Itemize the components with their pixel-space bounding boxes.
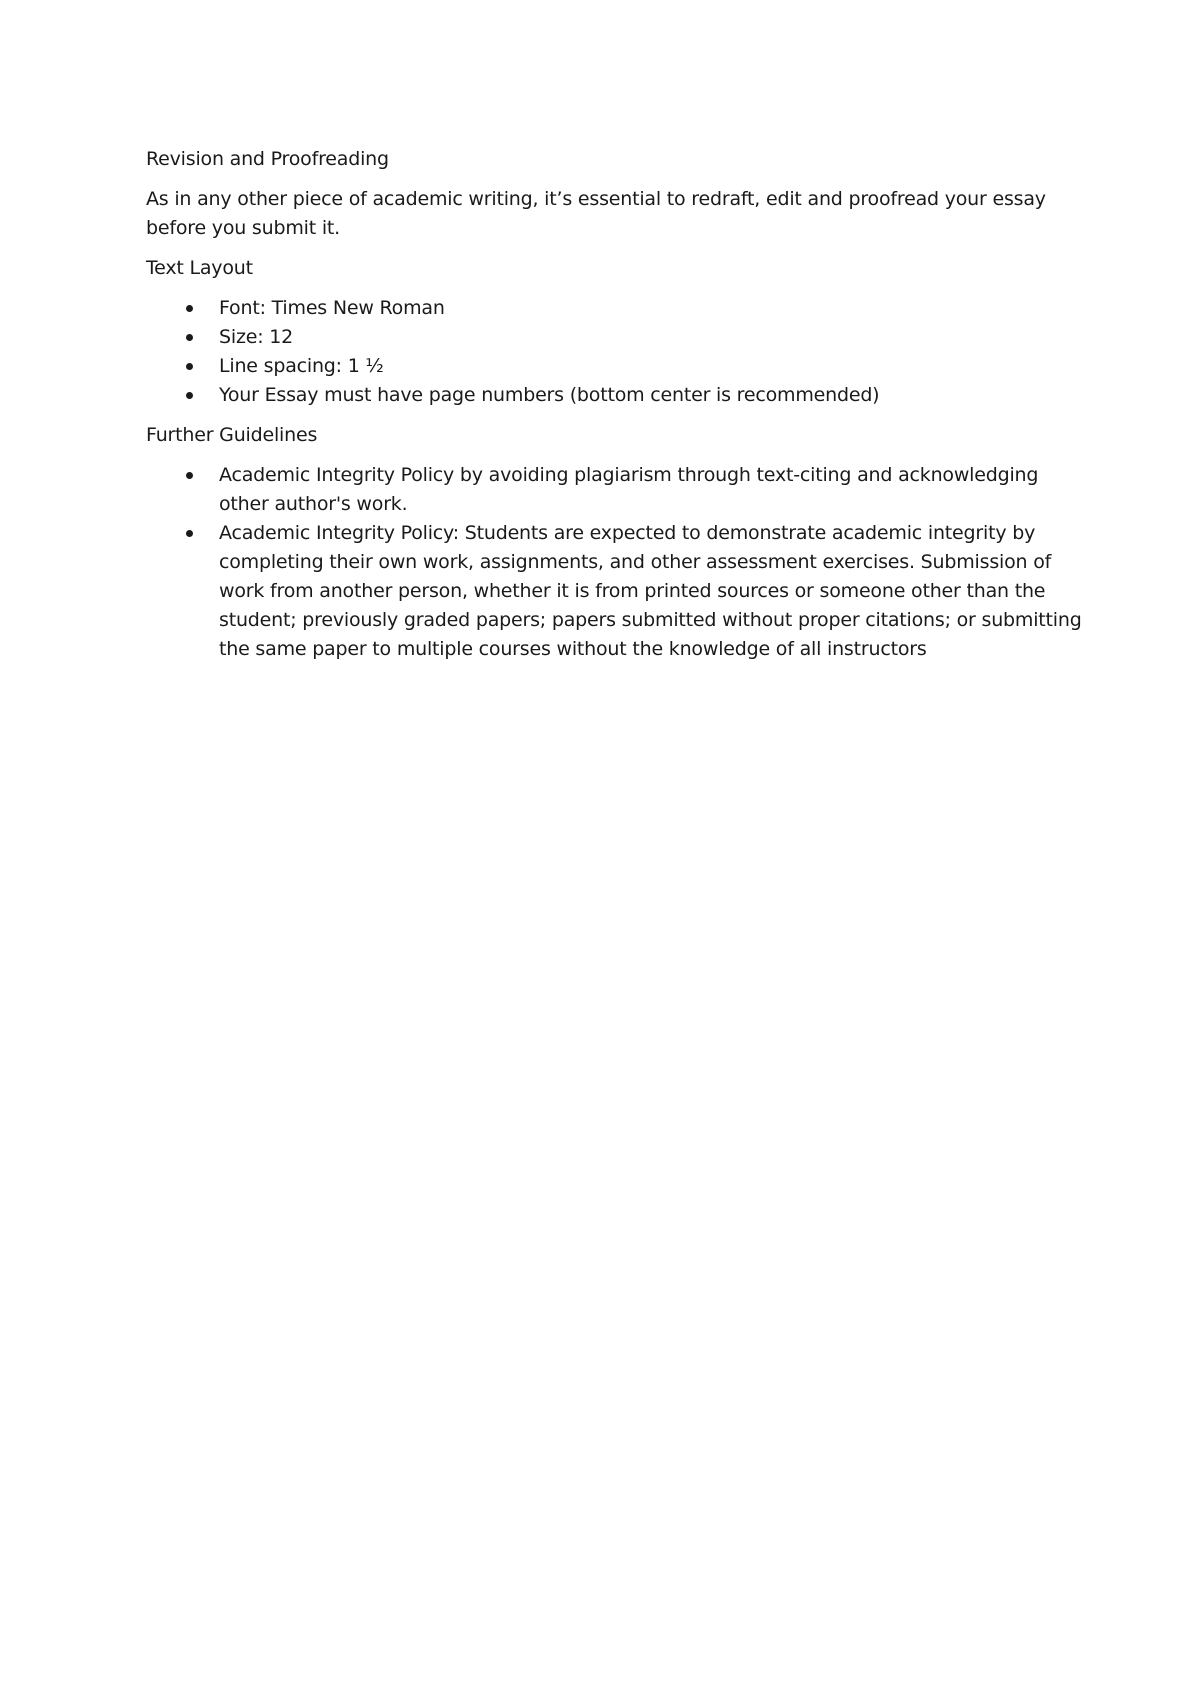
list-item-text: Academic Integrity Policy by avoiding plagiarism through text-citing and acknowledging other author's work. bbox=[219, 464, 1039, 515]
list-item-text: Your Essay must have page numbers (bottom center is recommended) bbox=[219, 384, 880, 406]
bullet-icon bbox=[186, 305, 193, 312]
bullet-icon bbox=[186, 334, 193, 341]
list-item bbox=[146, 461, 1086, 519]
section-heading-further-guidelines: Further Guidelines bbox=[146, 424, 318, 446]
document-body bbox=[146, 145, 1086, 675]
bullet-icon bbox=[186, 472, 193, 479]
list-item-text: Academic Integrity Policy: Students are expected to demonstrate academic integrity by completing their own work, assignments, and other assessment exercises. Submission of work from another person, whether it is from printed sources or someone other than the student; previously graded papers; papers submitted without proper citations; or submitting the same paper to multiple courses without the knowledge of all instructors bbox=[219, 522, 1082, 660]
list-item bbox=[146, 323, 1086, 352]
list-item bbox=[146, 381, 1086, 410]
list-item-text: Line spacing: 1 ½ bbox=[219, 355, 384, 377]
text-layout-list bbox=[146, 294, 1086, 410]
list-item bbox=[146, 352, 1086, 381]
section-heading-revision: Revision and Proofreading bbox=[146, 148, 389, 170]
list-item-text: Size: 12 bbox=[219, 326, 294, 348]
revision-paragraph: As in any other piece of academic writing, it’s essential to redraft, edit and proofread your essay before you submit it. bbox=[146, 188, 1046, 239]
list-item bbox=[146, 519, 1086, 664]
bullet-icon bbox=[186, 392, 193, 399]
list-item-text: Font: Times New Roman bbox=[219, 297, 445, 319]
bullet-icon bbox=[186, 363, 193, 370]
further-guidelines-list bbox=[146, 461, 1086, 664]
list-item bbox=[146, 294, 1086, 323]
bullet-icon bbox=[186, 530, 193, 537]
section-heading-text-layout: Text Layout bbox=[146, 257, 253, 279]
